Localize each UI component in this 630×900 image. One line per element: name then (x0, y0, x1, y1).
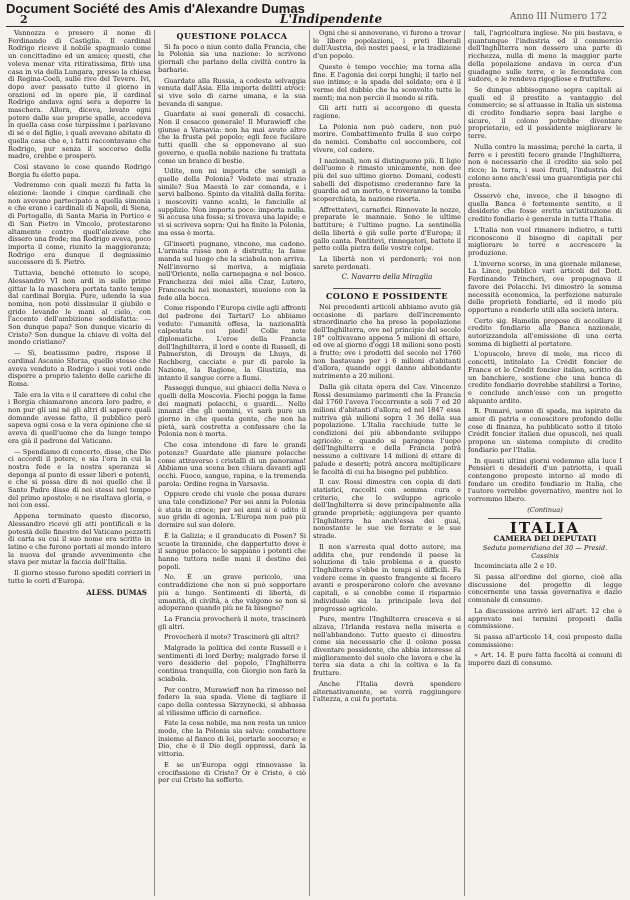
paragraph: Pure, mentre l'Inghilterra cresceva e si alzava, l'Irlanda restava nella miseria e nell'abbandono. Tutto questo ci dimostra come sia necessario che il colono possa diventare possidente, che abbia interesse al miglioramento del suolo che lavora e che la terra sia data a chi la coltiva e la fa fruttare. (313, 615, 461, 678)
paragraph: Guardate ai suoi generali di cosacchi. Non il cosacco generale! Il Murawieff che giunse a Varsavia: non ha mai avuto altro che la frusta pel popolo; egli fece fucilare tutti quelli che si opponevano al suo governo, e quella nobile nazione fu trattata come un branco di bestie. (158, 110, 306, 165)
paragraph: La Polonia non può cadere, non può morire. Combattimento frulla il suo corpo da nemici. Combatte col soccombere, col vivere, col cadere. (313, 122, 461, 154)
paragraph: Questo è tempo vecchio; ma torna alla fine. E l'agonia dei corpi lunghi; il tarlo nel suo intimo; e la spada del soldato; ora è il verme del dubbio che ha sconvolto tutte le menti; ma non perciò il mondo si rifà. (313, 62, 461, 102)
session-line: Seduta pomeridiana del 30 — Presid. Cassinis (482, 543, 608, 560)
paragraph: Anche l'Italia dovrà spendere alternativamente, se vorrà raggiungere l'altezza, a cui fu portata. (313, 679, 461, 704)
masthead: L'Indipendente (280, 12, 383, 26)
paragraph: Appena terminato questo discorso, Alessandro ricevé gli atti pontificali e la potestà delle finestre del Vaticano pezzetti di carta su cui il suo nome era scritto in latino e che furono portati al mondo intero la nuova del grande avvenimento che stava per mutar la faccia dell'Italia. (8, 512, 151, 567)
page-header (0, 0, 630, 26)
paragraph: L'opuscolo, breve di mole, ma ricco di concetti, intitolato La Crédit foncier de France et le Crédit foncier italien, scritto da un banchiere, sostiene che una banca di credito fondiario dovrebbe stabilirsi a Torino, e conclude anch'esso con un progetto alquanto ardito. (468, 350, 622, 405)
paragraph: Il cav. Rossi dimostra con copia di dati statistici, raccolti con somma cura e criterio, che lo sviluppo agricolo dell'Inghilterra si deve principalmente alla grande proprietà; aggiungeva per quanto l'Inghilterra ha anch'essa dei guai, nonostante le sue vie ferrate e le sue strade. (313, 478, 461, 541)
column-divider (309, 30, 310, 896)
section-divider (333, 288, 441, 289)
parliament-report (468, 563, 622, 667)
paragraph: Certo sig. Hamelin propose di accollare il credito fondiario alla Banca nazionale, autorizzandola all'emissione di una certa somma di biglietti al portatore. (468, 316, 622, 348)
paragraph: È la Galizia; e il granducato di Posen? Si scuote la tirannide, che dappertutto dove è il sangue polacco: lo sappiano i potenti che hanno tuttora nelle mani il destino dei popoli. (158, 531, 306, 571)
paragraph: Ogni che si annoverano, vi furono a trovar le libere popolazioni, i preti liberali dell'Austria, dei nostri paesi, e la tradizione d'un popolo. (313, 30, 461, 61)
paragraph: L'Italia non vuol rimanere indietro, e tutti riconoscono il bisogno di capitali per migliorare le terre e accrescere la produzione. (468, 225, 622, 257)
paragraph: Si passa all'ordine del giorno, cioè alla discussione del progetto di legge concernente una tassa governativa e dazio comunale di consumo. (468, 573, 622, 605)
colono-article-continued (468, 30, 622, 504)
column-divider (154, 30, 155, 896)
paragraph: — Spendiamo di concerto, disse, che Dio ci accordi il potere, e sia l'ora in cui la nostra fede e la nostra speranza si deponga al punto di esser liberi e potenti, e che si possa dire di noi quello che il Santo Padre disse di noi stessi nel tempo del primo apostolo; e ne risultava gloria, e noi con essi. (8, 447, 151, 510)
paragraph: Vannozza e presero il nome di Ferdinando di Castiglia. Il cardinal Rodrigo riceve il nobile spagnuolo come un concittadino ed un amico; questi, che voleva menar vita ritiratissima, fittò una casa in via della Lungara, presso la chiesa di Regina-Coeli, sulle rive del Tevere. Ivi, dopo aver passato tutto il giorno in orazioni ed in opere pie, il cardinal Rodrigo andava ogni sera a deporre la maschera. Allora, diceva, levato ogni potere dalle sue proprie spalle, accedeva in quella casa cose turpissime i parlavano di sé e del figlio, i quali avevano abitato di quella casa che e, i fatti raccontavano che Rodrigo, pur senza il soccorso della madre, crebbe e prosperò. (8, 30, 151, 161)
paragraph: Oppure crede chi vuole che possa durare una tale condizione? Per sei anni la Polonia è stata in croce; per sei anni si è udito il suo grido di agonia. L'Europa non può più dormire sul suo dolore. (158, 490, 306, 530)
paragraph: La discussione arrivò ieri all'art. 12 che è approvato nei termini proposti dalla commissione. (468, 606, 622, 631)
continua-note: (Continua) (527, 505, 563, 514)
paragraph: Nei precedenti articoli abbiamo avuto già occasione di parlare dell'incremento straordinario che ha preso la popolazione dell'Inghilterra, ove nel principio del secolo 18° coltivavano appena 5 milioni di ettare, ed ove al giorno d'oggi 18 milioni sono posti a frutto; ove i prodotti del secolo nel 1760 non bastavano per i 6 milioni d'abitanti d'allora, quando oggi danno abbondante nutrimento a 20 milioni. (313, 302, 461, 381)
paragraph: Provocherà il moto? Trascinerà gli altri? (164, 633, 300, 642)
paragraph: Così stavano le cose quando Rodrigo Borgia fu eletto papa. (8, 162, 151, 179)
column-4 (468, 30, 622, 896)
paragraph: R. Pomaré, uomo di spada, ma ispirato da amor di patria e conoscitore profondo delle cose di finanza, ha pubblicato sotto il titolo Crédit foncier italien due opuscoli, nei quali propone un sistema compiuto di credito fondiario per l'Italia. (468, 407, 622, 454)
issue-info: Anno III Numero 172 (510, 12, 608, 22)
paragraph: Guardate alla Russia, a codesta selvaggia venuta dall'Asia. Ella importa delitti atroci: si vive solo di carne umana, e la sua bevanda di sangue. (158, 76, 306, 108)
paragraph: Incominciata alle 2 e 10. (474, 562, 557, 571)
paragraph: « Art. 14. È pure fatta facoltà ai comuni di imporre dazi di consumo. (468, 651, 622, 668)
paragraph: Gli arti tutti si accorgono di questa ragione. (313, 104, 461, 121)
polish-question-body (158, 44, 306, 785)
paragraph: I nazionali, non si distinguono più. Il ligio dell'uomo è rimasto unicamente, non dee più del suo ultimo giorno. Domani, codesti sabelli del dispotismo crederanno fare la guardia ad un morto, e troveranno la tomba scoperchiata, la nazione risorta. (313, 156, 461, 204)
paragraph: Il giorno stesso furono spediti corrieri in tutte le corti d'Europa. (8, 569, 151, 585)
paragraph: Gl'insorti pugnano, vincono, ma cadono. L'armata russa non è distrutta; la fame manda sul luogo che la sciabola non arriva. Nell'inverno si moriva, a migliaia nell'Oriente, nella carnepagna e nel bosco. Franchezza dei miei alla Czar, Lutero, Francoschi nei monasteri, muoiono con la fede alla bocca. (158, 239, 306, 302)
paragraph: Tale era la vita e il carattere di colui che i Borgia chiamarono ancora loro padre, e non pur gli uni né gli altri di sapere quali domande avesse fatto, il pubblico però sapeva ogni cosa e la vera opinione che si aveva di quell'uomo che da lungo tempo era già il padrone del Vaticano. (8, 390, 151, 445)
article-title: QUESTIONE POLACCA (176, 31, 288, 41)
paragraph: No. È un grave pericolo, una contraddizione che non si può sopportare più a lungo. Sentimenti di libertà, di umanità, di civiltà, a che valgono se non si adoperano quando più ne fa bisogno? (158, 573, 306, 613)
paragraph: Affrettatevi, carnefici. Rinnovate le nozze, preparate le mannaie. Sono le ultime battiture; è l'ultimo pugno. La sentinella della libertà è già sulle porte d'Europa; il gallo canta. Pentitevi, rinnegatori, battete il petto colla pietra delle vostre colpe. (313, 205, 461, 253)
colono-article-body (313, 304, 461, 704)
paragraph: Nulla contro la massima; perché la carta, il ferro e i prestiti fecero grande l'Inghilterra, non è necessario che il credito sia solo pel ricco; la terra, i suoi frutti, l'industria del colono sono anch'essi una guarentigia per chi presta. (468, 142, 622, 190)
paragraph: Udite, non mi importa che somigli a quello della Polonia? Vedete mai strazio simile? Sua Maestà lo zar comanda, e i servi balbono. Spinto da vitalità dalla ferita: i moscoviti vanno scalzi, le fanciulle al supplizio. Non importa poco: importa nulla. Si accusa una fossa; si trovava una lapide; e vi si scriveva sopra: Qui ha finito la Polonia, ma essa è morta. (158, 167, 306, 237)
column-3 (313, 30, 461, 896)
header-rule (6, 26, 624, 27)
page-number: 2 (20, 13, 28, 26)
paragraph: Il non s'arresta qual dotto autore, ma addita che, pur rendendo il paese la soluzione di tale problema e a questo l'Inghilterra s'ebbe in tempi sì difficili. Fa vedere come in questo frangente si fecero avanti e prosperarono coloro che avevano capitali, e si conobbe come il risparmio individuale sia la principale leva del progresso agricolo. (313, 542, 461, 613)
article-signature: ALESS. DUMAS (86, 587, 147, 597)
paragraph: — Sì, beatissimo padre, rispose il cardinal Ascanio Sforza, quello stesso che aveva venduto a Rodrigo i suoi voti onde disporre a proprio talento delle cariche di Roma. (8, 349, 151, 388)
paragraph: Passeggi dunque, sui ghiacci della Neva o quelli della Moscovia. Fiechi pogga la fame dei magnati polacchi, e guardi... Nello innanzi che gli uomini, vi sarà pure un giorno in che questa gente, che non ha pietà, sarà costretta a confessare che la Polonia non è morta. (158, 384, 306, 439)
paragraph: Si fa poco o niun conto dalla Francia, che la Polonia sia una nazione: lo scrivono giornali che parlano della civiltà contro la barbarie. (158, 42, 306, 74)
paragraph: Si passa all'articolo 14, così proposto dalla commissione: (468, 632, 622, 649)
paragraph: L'inverno scorso, in una giornale milanese, La Lince, pubblicò vari articoli del Dott. Ferdinando Trincheri, ove propugnava il favore dei Polacchi. Ivi dimostrò la somma necessità economica, la perfezione naturale delle proprietà fondiarie, ed il modo più opportuno a renderle utili alla società intera. (468, 259, 622, 314)
paragraph: Come rispondo l'Europa civile agli affronti del padrone dei Tartari? Lo abbiamo veduto: l'umanità offesa, la nazionalità calpestata coi piedi! Colle note diplomatiche. L'eroe della Francia dell'Inghilterra, il lord e conte di Russell, di Palmerston, di Drouyn de Lhuys, di Rechberg, cacciate e pur di parole la Nazione, la Ragione, la Giustizia, ma intanto il sangue corre a fiumi. (158, 304, 306, 382)
paragraph: La libertà non vi perdonerà; voi non sarete perdonati. (313, 254, 461, 271)
paragraph: E se un'Europa oggi rinnovasse la crocifissione di Cristo? Or è Cristo, è ciò per cui Cristo ha sofferto. (158, 760, 306, 785)
paragraph: Che cosa intendono di fare le grandi potenze? Guardate alle pianure polacche come attraverso i cristalli di un panorama! Abbiamo una scena ben chiara davanti agli occhi. Fuoco, sangue, rapina, e la tremenda parola: Ordine regna in Varsavia. (158, 441, 306, 488)
column-divider (464, 30, 465, 896)
section-title: ITALIA (509, 519, 581, 538)
section-subtitle: CAMERA DEI DEPUTATI (493, 534, 597, 544)
polish-question-continued (313, 30, 461, 271)
column-1 (8, 30, 151, 896)
paragraph: Se dunque abbisognano sopra capitali ai quali ed il prestito a vantaggio del commercio; se si attuasse in Italia un sistema di credito fondiario sopra basi larghe e sicure, il colono potrebbe diventare proprietario, ed il possidente migliorare le terre. (468, 85, 622, 141)
site-title: Document Société des Amis d'Alexandre Dumas (6, 1, 305, 16)
paragraph: tali, l'agricoltura inglese. No più bastava, e quantunque l'industria ed il commercio dell'Inghilterra non dessero una parte di ricchezza, nulla di meno la maggior parte della popolazione andava in cerca d'un guadagno sulle terre, e le fecondava con sudore, e le rendeva rigogliose e fruttifere. (468, 30, 622, 84)
paragraph: Fate la cosa nobile, ma non resta un unico modo, che la Polonia sia salva: combattere insieme al fianco di lei, portarle soccorso; e Dio, che è il Dio degli oppressi, darà la vittoria. (158, 719, 306, 759)
article-title: COLONO E POSSIDENTE (326, 291, 448, 302)
paragraph: Dalla già citata opera del Cav. Vincenzo Rossi desumiamo parimenti che la Francia dal 1760 l'aveva l'occorrente a soli 7 ed 20 milioni d'abitanti d'allora; ed nel 1847 essa nutriva già milioni sopra 1 36 della sua popolazione. L'Italia racchiude tutte le condizioni dei più abbondante sviluppo agricolo; e quando si paragona l'uopo dell'Inghilterra e della Francia potrà nessuno a coltivare 14 milioni di ettare di palude e deserti; potrà ancora moltiplicare le facoltà di cui ha bisogno pel pubblico. (313, 382, 461, 476)
paragraph: Tuttavia, benché ottenuto lo scopo, Alessandro VI non ardì in sulle prime gittar la la maschera portata tanto tempo dal cardinal Borgia. Pure, udendo la sua nomina, non poté dissimular il giubilo e grido levando le mani al cielo, con l'accento dell'ambizione soddisfatta: — Son dunque papa? Son dunque vicario di Cristo? Son dunque la chiave di volta del mondo cristiano? (8, 269, 151, 347)
paragraph: Vedremmo con quali mezzi fu fatta la elezione: laonde i cinque cardinali che non avevano partecipato a quella simonia e che erano i cardinali di Napoli, di Siena, di Portogallo, di Santa Maria in Portico e di San Pietro in Vincolo, protestarono altamente contro quell'elezione che dissero una frode; ma Rodrigo aveva, poco importa il come, riunito la maggioranza; Rodrigo era dunque il degnissimo successore di S. Pietro. (8, 181, 151, 267)
paragraph: Malgrado la politica del conte Russell e i sentimenti di lord Derby; malgrado forse il vero desiderio del popolo, l'Inghilterra continua tranquilla, con Giorgio non farà la sciabola. (158, 644, 306, 683)
paragraph: Per contro, Murawieff non ha rimesso nel fodero la sua spada. Viene di tagliare il capo della contessa Skrzynecki, si abbassa al vilissimo ufficio di carnefice. (158, 685, 306, 717)
column-2 (158, 30, 306, 896)
paragraph: In questi ultimi giorni vedemmo alla luce I Pensieri e desiderii d'un patriotta, i quali contengono proposte intorno al modo di fondare un credito fondiario in Italia, che l'autore vorrebbe governativo, mentre noi lo vorremmo libero. (468, 456, 622, 504)
paragraph: La Francia provocherà il moto, trascinerà gli altri. (158, 614, 306, 631)
dumas-article-body (8, 30, 151, 586)
article-signature: C. Navarro della Miraglia (341, 273, 433, 282)
paragraph: Osservò che, invece, che il bisogno di quella Banca è fortemente sentito, e il desiderio che fosse eretta un'istituzione di credito fondiario è generale in tutta l'Italia. (468, 192, 622, 224)
